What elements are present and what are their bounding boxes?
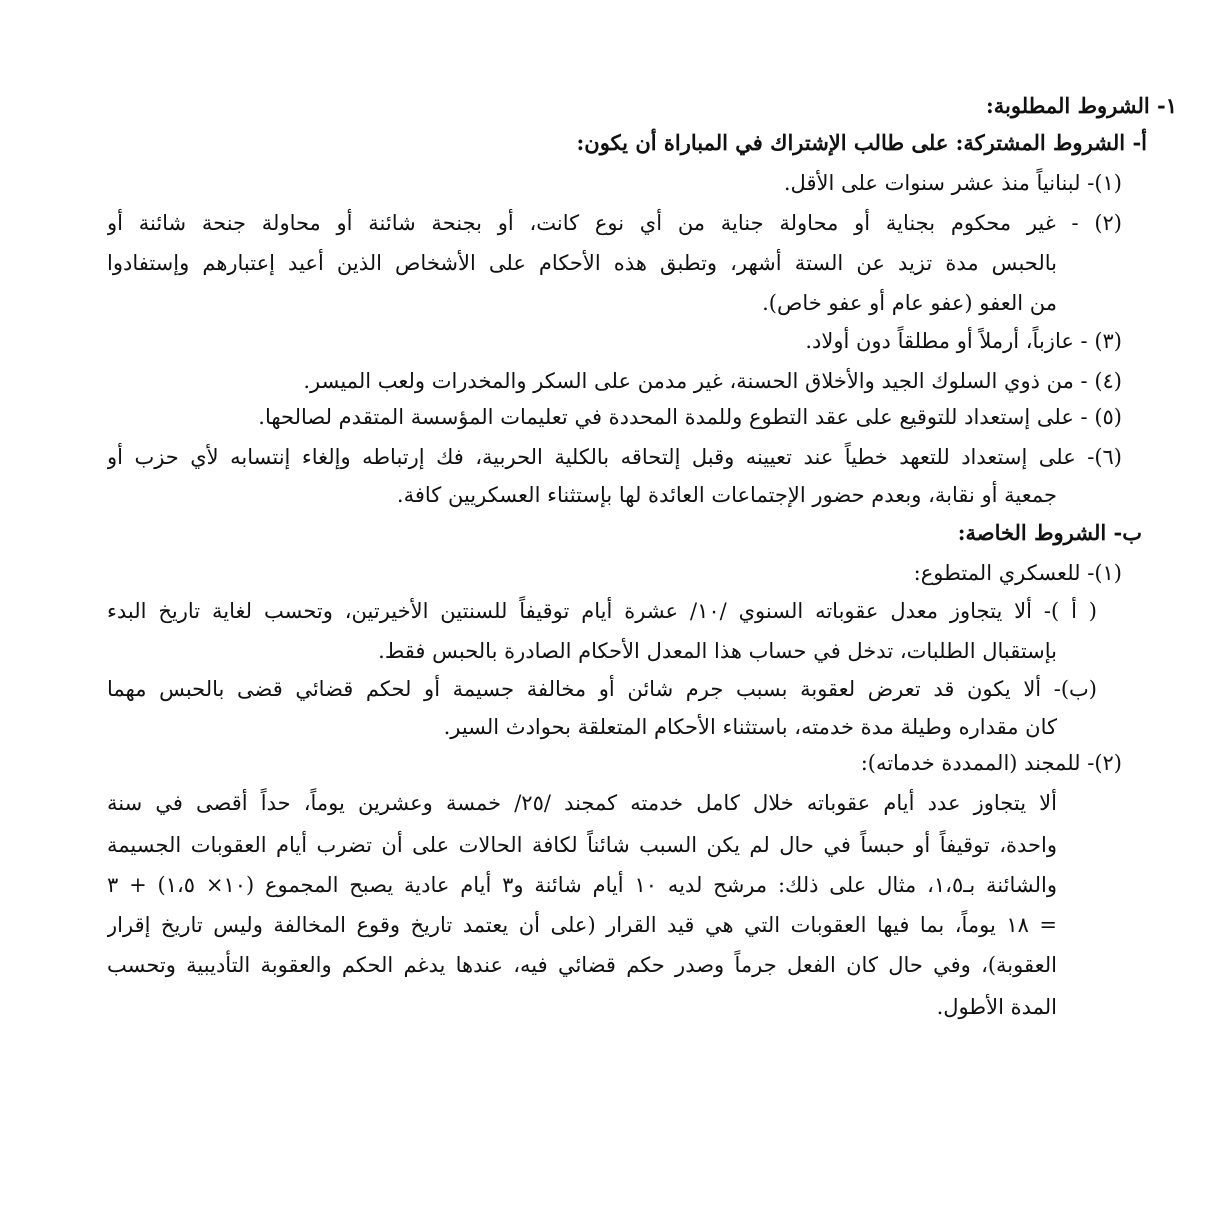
volunteer-item-a-line-1: ( أ )- ألا يتجاوز معدل عقوباته السنوي /١٠/ عشرة أيام توقيفاً للسنتين الأخيرتين، وتحسب لغاية تاريخ البدء (107, 599, 1097, 623)
common-item-4: (٤) - من ذوي السلوك الجيد والأخلاق الحسنة، غير مدمن على السكر والمخدرات ولعب الميسر. (303, 369, 1122, 393)
recruit-paragraph-line-3: والشائنة بـ١،٥، مثال على ذلك: مرشح لديه ١٠ أيام شائنة و٣ أيام عادية يصبح المجموع (١٠× ١،٥) + ٣ (107, 873, 1057, 897)
common-item-5: (٥) - على إستعداد للتوقيع على عقد التطوع وللمدة المحددة في تعليمات المؤسسة المتقدم لصالحها. (258, 405, 1122, 429)
recruit-paragraph-line-2: واحدة، توقيفاً أو حبساً في حال لم يكن السبب شائناً لكافة الحالات على أن تضرب أيام العقوبات الجسيمة (107, 833, 1057, 857)
volunteer-item-b-line-1: (ب)- ألا يكون قد تعرض لعقوبة بسبب جرم شائن أو مخالفة جسيمة أو لحكم قضائي قضى بالحبس مهما (107, 677, 1097, 701)
recruit-paragraph-line-4: = ١٨ يوماً، بما فيها العقوبات التي هي قيد القرار (على أن يعتمد تاريخ وقوع المخالفة وليس تاريخ إقرار (107, 913, 1057, 937)
recruit-paragraph-line-6: المدة الأطول. (936, 995, 1057, 1019)
common-item-3: (٣) - عازباً، أرملاً أو مطلقاً دون أولاد. (805, 329, 1122, 353)
recruit-paragraph-line-5: العقوبة)، وفي حال كان الفعل جرماً وصدر حكم قضائي فيه، عندها يدغم الحكم والعقوبة التأديبية وتحسب (107, 953, 1057, 977)
section-title: ١- الشروط المطلوبة: (986, 93, 1177, 118)
recruit-paragraph-line-1: ألا يتجاوز عدد أيام عقوباته خلال كامل خدمته كمجند /٢٥/ خمسة وعشرين يوماً، حداً أقصى في سنة (107, 791, 1057, 815)
volunteer-heading: (١)- للعسكري المتطوع: (913, 561, 1122, 585)
common-item-2-line-2: بالحبس مدة تزيد عن الستة أشهر، وتطبق هذه الأحكام على الأشخاص الذين أعيد إعتبارهم وإستفادوا (107, 251, 1057, 275)
common-item-2-line-3: من العفو (عفو عام أو عفو خاص). (762, 291, 1057, 315)
volunteer-item-b-line-2: كان مقداره وطيلة مدة خدمته، باستثناء الأحكام المتعلقة بحوادث السير. (443, 715, 1057, 739)
common-item-1: (١)- لبنانياً منذ عشر سنوات على الأقل. (783, 171, 1122, 195)
common-conditions-heading: أ- الشروط المشتركة: على طالب الإشتراك في المباراة أن يكون: (576, 130, 1147, 155)
common-item-6-line-1: (٦)- على إستعداد للتعهد خطياً عند تعيينه وقبل إلتحاقه بالكلية الحربية، فك إرتباطه وإلغاء إنتسابه لأي حزب أو (107, 445, 1122, 469)
common-item-2-line-1: (٢) - غير محكوم بجناية أو محاولة جناية من أي نوع كانت، أو بجنحة شائنة أو محاولة جنحة شائنة أو (107, 211, 1122, 235)
special-conditions-heading: ب- الشروط الخاصة: (957, 520, 1142, 545)
volunteer-item-a-line-2: بإستقبال الطلبات، تدخل في حساب هذا المعدل الأحكام الصادرة بالحبس فقط. (378, 639, 1057, 663)
recruit-heading: (٢)- للمجند (الممددة خدماته): (860, 751, 1122, 775)
common-item-6-line-2: جمعية أو نقابة، وبعدم حضور الإجتماعات العائدة لها بإستثناء العسكريين كافة. (396, 483, 1057, 507)
